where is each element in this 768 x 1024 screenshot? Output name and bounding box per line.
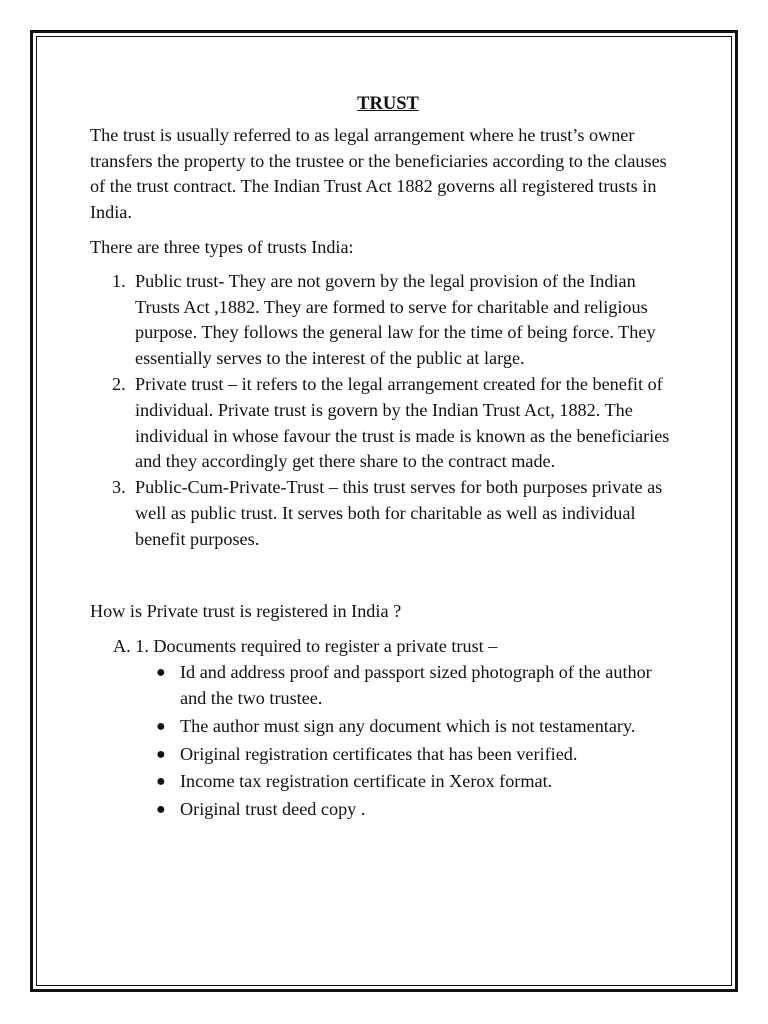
- list-item-number: 3.: [112, 477, 126, 498]
- documents-list: [90, 660, 680, 823]
- list-item-text: Private trust – it refers to the legal arrangement created for the benefit of individual. Private trust is govern by the Indian Trust Act, 1882. The individual in whose favour the trust is made is known as the beneficiaries and they accordingly get there share to the contract made.: [135, 373, 670, 472]
- list-item-number: 1.: [112, 270, 126, 291]
- bullet-icon: ●: [156, 664, 166, 682]
- list-item-number: 2.: [112, 373, 126, 394]
- list-item-text: Original registration certificates that has been verified.: [180, 743, 578, 764]
- bullet-icon: ●: [156, 745, 166, 763]
- registration-question: How is Private trust is registered in India ?: [90, 600, 402, 621]
- list-item-public-trust: [90, 269, 680, 372]
- trust-types-list: [90, 269, 680, 553]
- list-item-private-trust: [90, 372, 680, 475]
- list-item-text: The author must sign any document which is not testamentary.: [180, 715, 636, 736]
- list-item: [90, 797, 680, 823]
- list-item-text: Original trust deed copy .: [180, 799, 366, 820]
- list-item-text: Public-Cum-Private-Trust – this trust serves for both purposes private as well as public trust. It serves both for charitable as well as individual benefit purposes.: [135, 477, 663, 549]
- list-item: [90, 742, 680, 768]
- bullet-icon: ●: [156, 801, 166, 819]
- list-item: [90, 769, 680, 795]
- documents-heading: A. 1. Documents required to register a private trust –: [113, 636, 498, 657]
- list-item-text: Income tax registration certificate in Xerox format.: [180, 771, 553, 792]
- types-lead-paragraph: There are three types of trusts India:: [90, 236, 354, 257]
- list-item-text: Public trust- They are not govern by the legal provision of the Indian Trusts Act ,1882. They are formed to serve for charitable and religious purpose. They follows the general law for the time of being force. They essentially serves to the interest of the public at large.: [135, 270, 656, 369]
- document-body: [90, 92, 680, 825]
- intro-paragraph: The trust is usually referred to as legal arrangement where he trust’s owner transfers the property to the trustee or the beneficiaries according to the clauses of the trust contract. The Indian Trust Act 1882 governs all registered trusts in India.: [90, 124, 667, 223]
- bullet-icon: ●: [156, 717, 166, 735]
- document-title: TRUST: [357, 94, 419, 114]
- list-item-text: Id and address proof and passport sized photograph of the author and the two trustee.: [180, 662, 652, 708]
- list-item: [90, 714, 680, 740]
- bullet-icon: ●: [156, 773, 166, 791]
- list-item-public-cum-private-trust: [90, 475, 680, 552]
- list-item: [90, 660, 680, 712]
